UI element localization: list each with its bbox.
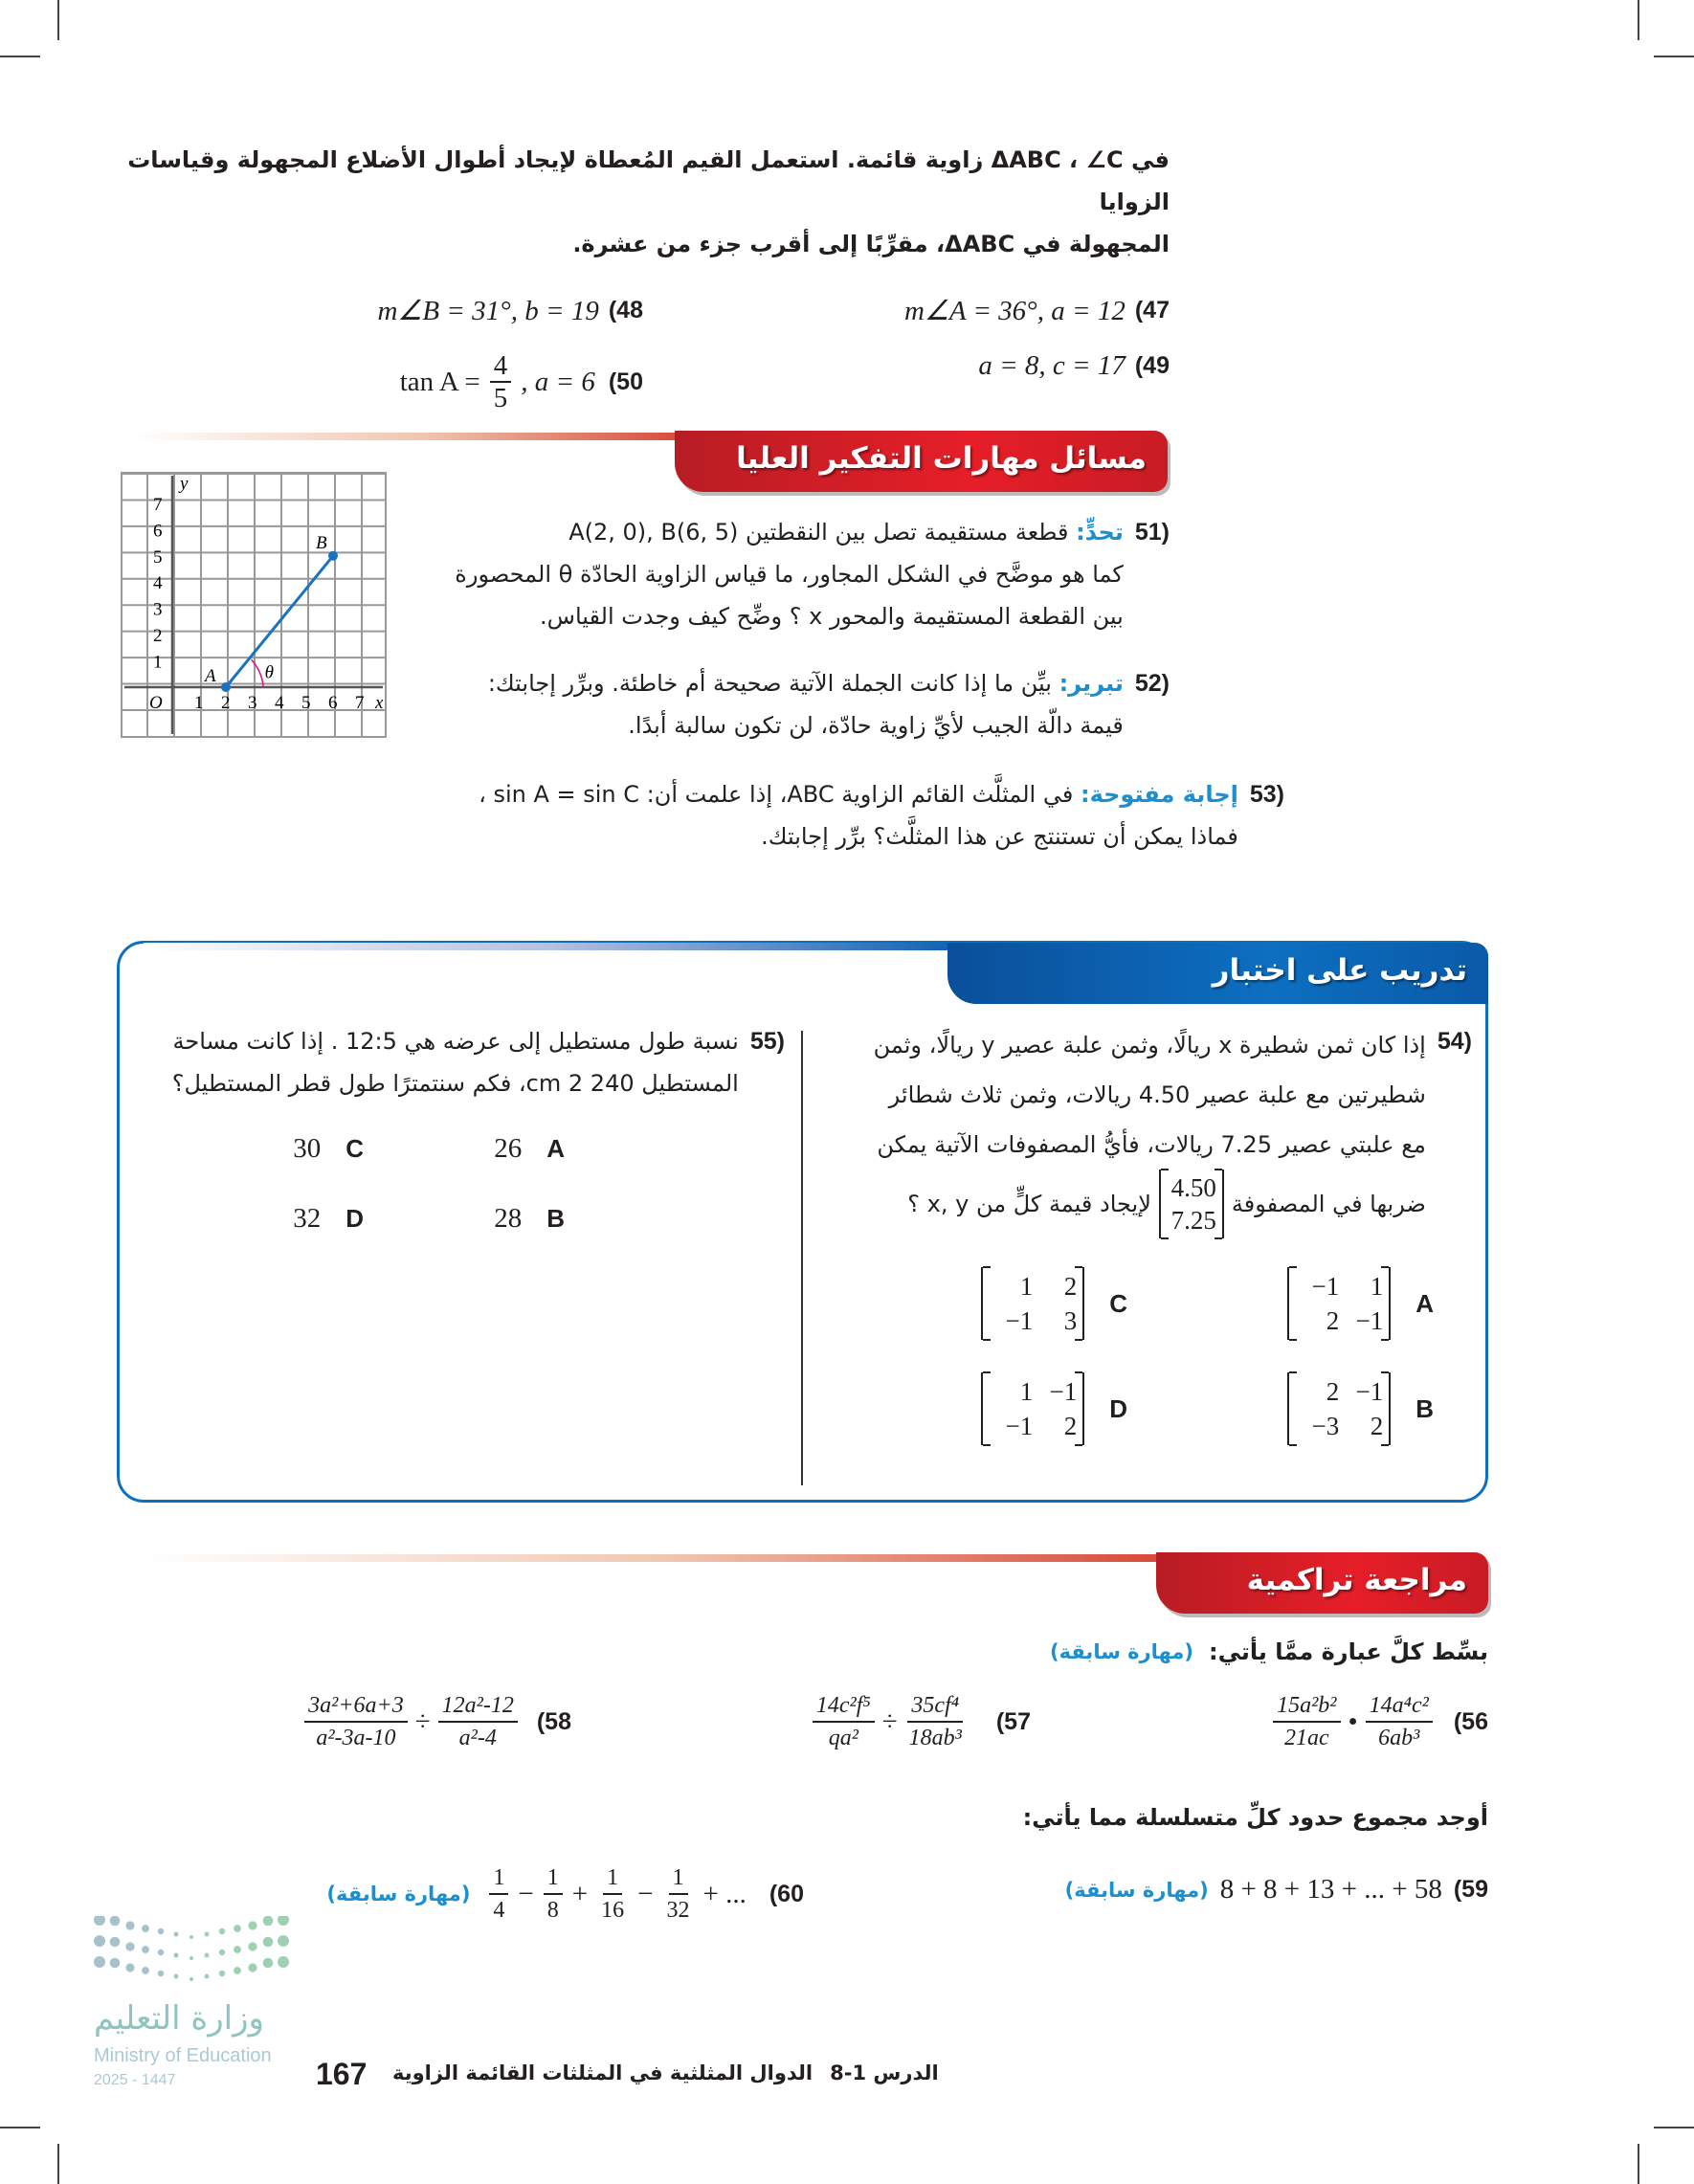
logo-dot [263,1937,274,1948]
point-a [221,682,231,692]
logo-dot [263,1916,274,1926]
logo-dot [158,1928,164,1934]
instructions-line: المجهولة في ΔABC، مقرِّبًا إلى أقرب جزء من عشرة. [572,231,1170,257]
x-tick-label: 1 [194,693,204,713]
option-matrix [1287,1267,1391,1340]
y-tick-label: 2 [153,626,163,647]
option-matrix [981,1372,1084,1445]
logo-dot [174,1974,179,1979]
hots-exercises [404,511,1284,858]
option-matrix [1287,1372,1391,1445]
review-banner: مراجعة تراكمية [1156,1552,1488,1614]
logo-dot [142,1967,149,1974]
point-b-label: B [316,532,327,553]
matrix-entry: 1 [1019,1272,1034,1301]
logo-dot [189,1977,193,1981]
y-axis-label: y [180,474,189,494]
page-number: 167 [316,2057,368,2091]
crop-mark [1654,2127,1694,2128]
logo-dot [278,1916,289,1926]
crop-mark [0,2127,40,2128]
y-tick-label: 7 [153,494,163,515]
logo-dot [125,1942,134,1950]
logo-dot [174,1953,179,1958]
ministry-name: وزارة التعليم [94,1999,264,2038]
segment-ab [226,556,333,687]
logo-dot [205,1953,210,1958]
logo-dot [158,1971,164,1976]
logo-dot [234,1967,241,1974]
logo-dot [94,1935,105,1947]
matrix-entry: 2 [1326,1377,1340,1406]
logo-dot [189,1956,193,1960]
option-label: D [1109,1393,1127,1423]
logo-dot [94,1956,105,1968]
option-matrix [981,1267,1084,1340]
matrix-entry: −1 [1049,1377,1078,1406]
option-label: A [1415,1288,1434,1318]
exercise-54: (54 إذا كان ثمن شطيرة x ريالًا، وثمن علبة عصير y ريالًا، وثمن شطيرتين مع علبة عصير 4.50 ريالات، وثمن ثلاث شطائر مع علبتي عصير 7.25 ريالات، فأيُّ المصفوفات الآتية يمكن ضربها في المصفوفة 4.50 7.25 لإيجاد قيمة كلٍّ من x, y ؟ −1 1 2 −1 A 1 2 −1 3 C 2 −1 −3 2 B 1 −1 −1 2 D [821,1020,1472,1445]
logo-dot [125,1963,134,1972]
logo-dot [174,1932,179,1937]
instructions [107,139,1170,265]
matrix-entry: 2 [1063,1412,1078,1440]
option-a[interactable] [1127,1267,1434,1340]
y-tick-label: 3 [153,599,163,620]
x-tick-label: 7 [355,693,365,713]
exercise-59: (مهارة سابقة) 8 + 8 + 13 + ... + 58 (59 [1064,1874,1488,1905]
option-b[interactable]: 28 B [494,1203,565,1234]
crop-mark [0,56,40,57]
point-b [328,551,338,561]
exercise-55: (55 نسبة طول مستطيل إلى عرضه هي 12:5 . إذا كانت مساحة المستطيل 240 cm 2، فكم سنتمترًا طول قطر المستطيل؟ 26 A 30 C 28 B 32 D [163,1020,785,1235]
exercise-49: a = 8, c = 17 (49 [978,350,1170,381]
y-tick-label: 1 [153,652,163,673]
option-b[interactable] [1127,1372,1434,1445]
price-vector: 4.50 7.25 [1159,1170,1224,1238]
x-tick-label: 3 [248,693,257,713]
instructions-line: في ΔABC ، ∠C زاوية قائمة. استعمل القيم المُعطاة لإيجاد أطوال الأضلاع المجهولة وقياسات الزوايا [127,146,1170,215]
exercise-51: (51 تحدٍّ: قطعة مستقيمة تصل بين النقطتين A(2, 0), B(6, 5) كما هو موضَّح في الشكل المجاور، ما قياس الزاوية الحادّة θ المحصورة بين القطعة المستقيمة والمحور x ؟ وضِّح كيف وجدت القياس. [455,519,1170,630]
y-tick-label: 5 [153,546,163,568]
matrix-entry: −1 [1005,1306,1034,1335]
y-tick-label: 4 [153,573,163,594]
logo-dot [248,1921,256,1929]
year: 2025 - 1447 [94,2072,176,2088]
exercise-50: tan A = $\frac{4}{5}$ , a = 6 (50 [399,350,643,413]
crop-mark [1638,0,1639,40]
crop-mark [1638,2144,1639,2184]
matrix-entry: −1 [1355,1306,1384,1335]
option-d[interactable] [821,1372,1127,1445]
coordinate-graph [121,472,387,738]
crop-mark [57,2144,59,2184]
logo-dot [110,1916,121,1926]
option-label: B [1415,1393,1434,1423]
logo-dot [234,1946,241,1953]
matrix-entry: −1 [1355,1377,1384,1406]
option-a[interactable]: 26 A [494,1133,565,1164]
option-c[interactable]: 30 C [293,1133,364,1164]
crop-mark [1654,56,1694,57]
exercise-grid [107,294,1170,413]
matrix-entry: −3 [1311,1412,1340,1440]
exercise-58: $\frac{\text{3a²+6a+3}}{\text{a²-3a-10}}$ ÷ $\frac{\text{12a²-12}}{\text{a²-4}}$ (58 [301,1690,571,1753]
x-axis-label: x [375,693,384,713]
exercise-60: (مهارة سابقة) $\frac{1}{4}$ − $\frac{1}{8}$ + $\frac{1}{16}$ − $\frac{1}{32}$ + ... (60 [326,1862,804,1926]
logo-dot [189,1935,193,1939]
logo-dot [219,1950,225,1955]
logo-dot [158,1950,164,1955]
test-banner: تدريب على اختبار [947,943,1488,1004]
matrix-entry: −1 [1005,1412,1034,1440]
x-tick-label: 2 [221,693,231,713]
logo-dot [278,1956,289,1968]
logo-dot [94,1916,105,1926]
matrix-entry: 2 [1063,1272,1078,1301]
logo-dot [263,1958,274,1969]
logo-dot [125,1921,134,1929]
matrix-entry: 1 [1019,1377,1034,1406]
matrix-entry: 1 [1370,1272,1384,1301]
angle-label: θ [264,662,274,683]
x-tick-label: 4 [275,693,284,713]
logo-dot [248,1963,256,1972]
exercise-54-options [821,1267,1434,1445]
logo-dot [219,1971,225,1976]
column-divider [801,1031,803,1485]
exercise-47: m∠A = 36°, a = 12 (47 [903,296,1170,326]
logo-dot [219,1928,225,1934]
exercise-57: $\frac{\text{14c²f⁵}}{\text{qa²}}$ ÷ $\frac{\text{35cf⁴}}{\text{18ab³}}$ (57 [809,1690,1031,1753]
logo-dot [205,1932,210,1937]
exercise-48: m∠B = 31°, b = 19 (48 [377,296,643,326]
banner-rule [144,1554,1196,1562]
y-tick-label: 6 [153,521,163,542]
ministry-logo-icon [92,1916,302,1993]
ministry-name-en: Ministry of Education [94,2045,272,2066]
intro-section [107,139,1170,413]
matrix-entry: −1 [1311,1272,1340,1301]
x-tick-label: 5 [301,693,311,713]
matrix-entry: 3 [1063,1306,1078,1335]
logo-dot [142,1946,149,1953]
exercise-56: $\frac{\text{15a²b²}}{21ac}$ • $\frac{\text{14a⁴c²}}{\text{6ab³}}$ (56 [1269,1690,1488,1753]
logo-dot [278,1935,289,1947]
origin-label: O [149,693,163,713]
logo-dot [248,1942,256,1950]
logo-dot [142,1925,149,1932]
hots-banner: مسائل مهارات التفكير العليا [675,431,1168,492]
exercise-55-options [163,1133,565,1235]
crop-mark [57,0,59,40]
matrix-entry: 2 [1370,1412,1384,1440]
exercise-52: (52 تبرير: بيِّن ما إذا كانت الجملة الآتية صحيحة أم خاطئة. وبرِّر إجابتك: قيمة دالّة الجيب لأيِّ زاوية حادّة، لن تكون سالبة أبدًا. [487,670,1170,739]
x-tick-label: 6 [328,693,338,713]
option-label: C [1109,1288,1127,1318]
logo-dot [110,1958,121,1969]
logo-dot [110,1937,121,1948]
lesson-footer: الدرس 1-8 الدوال المثلثية في المثلثات القائمة الزاوية [392,2061,939,2084]
option-d[interactable]: 32 D [293,1203,364,1234]
fraction: $\frac{4}{5}$ [490,350,512,413]
point-a-label: A [205,666,216,686]
logo-dot [205,1974,210,1979]
exercise-53: (53 إجابة مفتوحة: في المثلَّث القائم الزاوية ABC، إذا علمت أن: sin A = sin C ، فماذا يمكن أن تستنتج عن هذا المثلَّث؟ برِّر إجابتك. [479,781,1284,850]
series-instructions: أوجد مجموع حدود كلِّ متسلسلة مما يأتي: [1022,1804,1488,1831]
banner-rule [134,433,708,440]
matrix-entry: 2 [1326,1306,1340,1335]
logo-dot [234,1925,241,1932]
banner-rule [144,943,967,950]
option-c[interactable] [821,1267,1127,1340]
review-instructions: بسِّط كلَّ عبارة ممَّا يأتي: (مهارة سابقة) [1049,1638,1488,1665]
